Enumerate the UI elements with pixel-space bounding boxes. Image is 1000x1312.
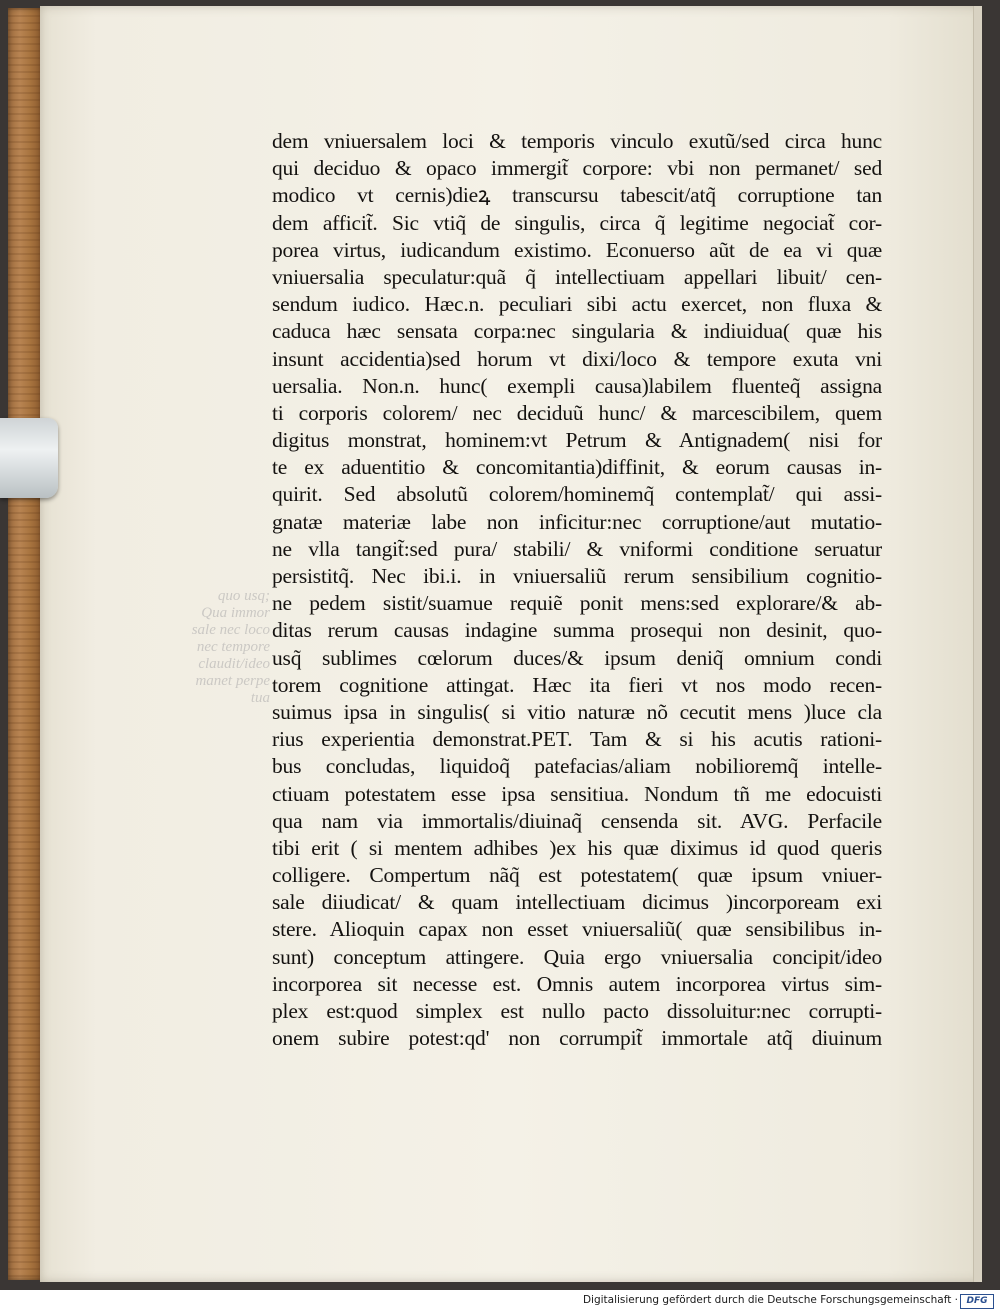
text-line: dem vniuersalem loci & temporis vinculo exutũ/sed circa hunc bbox=[272, 129, 882, 153]
text-line: quirit. Sed absolutũ colorem/hominemq̃ contemplat̃/ qui assi- bbox=[272, 482, 882, 507]
text-line: usq̃ sublimes cœlorum duces/& ipsum deniq̃ omnium condi bbox=[272, 645, 882, 670]
text-line: rius experientia demonstrat.PET. Tam & si his acutis rationi- bbox=[272, 727, 882, 752]
text-line: te ex aduentitio & concomitantia)diffinit, & eorum causas in- bbox=[272, 455, 882, 480]
text-line: colligere. Compertum nãq̃ est potestatem( quæ ipsum vniuer- bbox=[272, 863, 882, 888]
text-line: uersalia. Non.n. hunc( exempli causa)labilem fluenteq̃ assigna bbox=[272, 373, 882, 398]
text-line: insunt accidentia)sed horum vt dixi/loco & tempore exuta vni bbox=[272, 346, 882, 371]
text-line: ditas rerum causas indagine summa prosequi non desinit, quo- bbox=[272, 618, 882, 643]
board-texture bbox=[8, 8, 42, 1280]
text-line: incorporea sit necesse est. Omnis autem incorporea virtus sim- bbox=[272, 971, 882, 996]
text-line: torem cognitione attingat. Hæc ita fieri vt nos modo recen- bbox=[272, 672, 882, 697]
page-clip bbox=[0, 418, 58, 498]
text-line: caduca hæc sensata corpa:nec singularia & indiuidua( quæ his bbox=[272, 319, 882, 344]
text-line: ne pedem sistit/suamue requiẽ ponit mens:sed explorare/& ab- bbox=[272, 591, 882, 616]
text-line: vniuersalia speculatur:quã q̃ intellectiuam appellari libuit/ cen- bbox=[272, 264, 882, 289]
show-through-line: sale nec loco bbox=[191, 622, 270, 638]
text-line: onem subire potest:qd' non corrumpit̃ immortale atq̃ diuinum bbox=[272, 1026, 882, 1051]
text-line: sendum iudico. Hæc.n. peculiari sibi actu exercet, non fluxa & bbox=[272, 292, 882, 317]
text-line: gnatæ materiæ labe non inficitur:nec corruptione/aut mutatio- bbox=[272, 509, 882, 534]
text-line: qui deciduo & opaco immergit̃ corpore: vbi non permanet/ sed bbox=[272, 156, 882, 181]
page-edge-shadow bbox=[973, 6, 982, 1282]
text-line: persistitq̃. Nec ibi.i. in vniuersaliũ rerum sensibilium cognitio- bbox=[272, 564, 882, 588]
text-line: ne vlla tangit̃:sed pura/ stabili/ & vniformi conditione seruatur bbox=[272, 536, 882, 561]
text-line: sale diiudicat/ & quam intellectiuam dicimus )incorpoream exi bbox=[272, 890, 882, 915]
text-line: digitus monstrat, hominem:vt Petrum & Antignadem( nisi for bbox=[272, 428, 882, 453]
show-through-line: claudit/ideo bbox=[198, 656, 270, 672]
funding-credit: Digitalisierung gefördert durch die Deutsche Forschungsgemeinschaft · bbox=[582, 1294, 958, 1306]
text-block bbox=[272, 128, 882, 1052]
footer-bar bbox=[0, 1290, 1000, 1312]
text-line: plex est:quod simplex est nullo pacto dissoluitur:nec corrupti- bbox=[272, 999, 882, 1023]
book-cover-board bbox=[8, 8, 42, 1280]
text-line: suimus ipsa in singulis( si vitio naturæ nõ cecutit mens )luce cla bbox=[272, 699, 882, 724]
text-line: ti corporis colorem/ nec deciduũ hunc/ & marcescibilem, quem bbox=[272, 400, 882, 425]
show-through-line: Qua immor bbox=[201, 605, 270, 621]
text-line: tibi erit ( si mentem adhibes )ex his quæ diximus id quod queris bbox=[272, 835, 882, 860]
show-through-line: quo usq; bbox=[217, 588, 270, 604]
show-through-line: tua bbox=[250, 690, 270, 706]
text-line: sunt) conceptum attingere. Quia ergo vniuersalia concipit/ideo bbox=[272, 944, 882, 969]
text-line: qua nam via immortalis/diuinaq̃ censenda sit. AVG. Perfacile bbox=[272, 808, 882, 833]
text-line: modico vt cernis)dieꝝ transcursu tabescit/atq̃ corruptione tan bbox=[272, 183, 882, 208]
text-line: ctiuam potestatem esse ipsa sensitiua. Nondum tñ me edocuisti bbox=[272, 781, 882, 806]
show-through-line: manet perpe bbox=[195, 673, 270, 689]
text-line: bus concludas, liquidoq̃ patefacias/aliam nobilioremq̃ intelle- bbox=[272, 754, 882, 779]
text-line: stere. Alioquin capax non esset vniuersaliũ( quæ sensibilibus in- bbox=[272, 917, 882, 942]
text-line: porea virtus, iudicandum existimo. Econuerso aũt de ea vi quæ bbox=[272, 237, 882, 262]
show-through-line: nec tempore bbox=[196, 639, 270, 655]
dfg-logo: DFG bbox=[960, 1294, 994, 1309]
text-line: dem afficit̃. Sic vtiq̃ de singulis, circa q̃ legitime negociat̃ cor- bbox=[272, 210, 882, 235]
